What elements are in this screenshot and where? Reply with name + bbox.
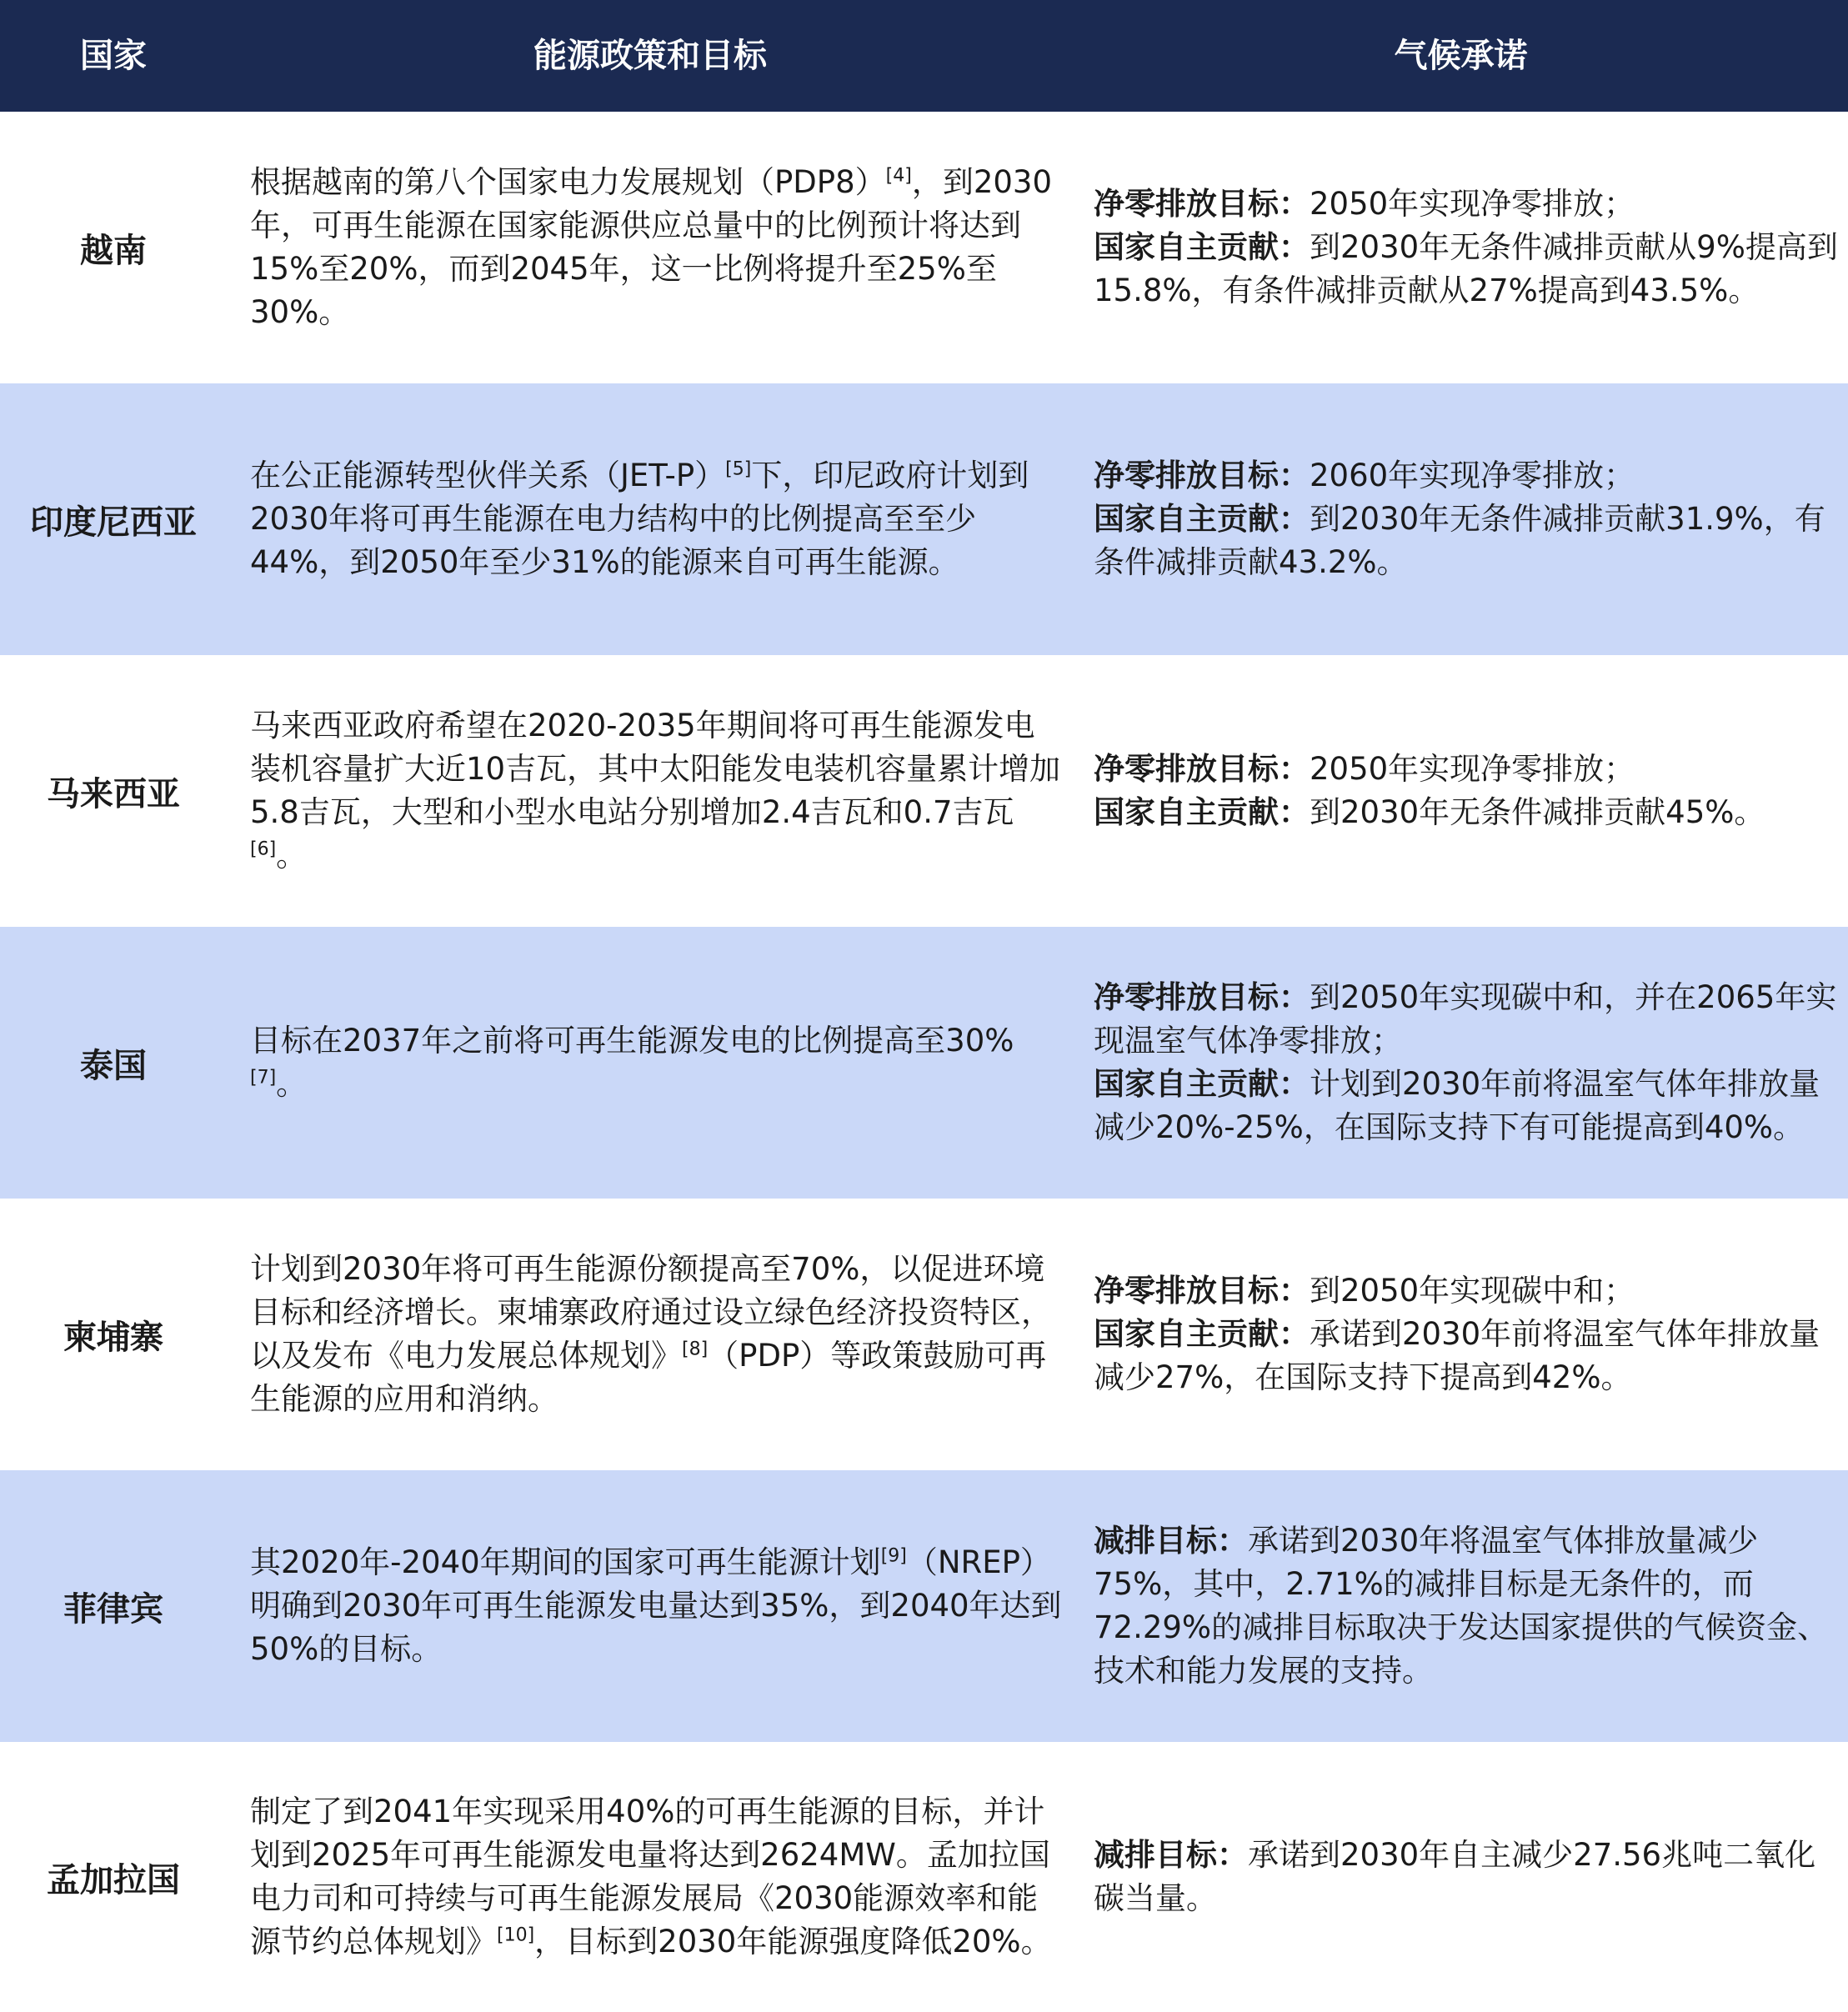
climate-cell (1074, 1470, 1848, 1742)
country-cell: 马来西亚 (47, 774, 180, 813)
commitment-text: 2050年实现净零排放； (1310, 751, 1635, 787)
climate-cell (1074, 112, 1848, 383)
country-cell: 孟加拉国 (47, 1860, 180, 1899)
policy-text: ，到2030年，可再生能源在国家能源供应总量中的比例预计将达到15%至20%，而到2045年，这一比例将提升至25%至30%。 (250, 164, 1052, 330)
climate-cell (1074, 383, 1848, 655)
policy-text: 下，印尼政府计划到2030年将可再生能源在电力结构中的比例提高至至少44%，到2050年至少31%的能源来自可再生能源。 (250, 458, 1029, 580)
commitment-text: 到2050年实现碳中和，并在2065年实现温室气体净零排放； (1094, 979, 1837, 1059)
commitment-label: 减排目标： (1094, 1837, 1248, 1873)
table-row (0, 655, 1848, 927)
commitment-label: 国家自主贡献： (1094, 1066, 1310, 1102)
commitment-label: 净零排放目标： (1094, 458, 1310, 493)
commitment-label: 国家自主贡献： (1094, 501, 1310, 537)
commitment-label: 净零排放目标： (1094, 751, 1310, 787)
commitment-text: 2050年实现净零排放； (1310, 186, 1635, 222)
policy-cell (227, 112, 1074, 383)
table-header (0, 0, 1848, 112)
climate-cell (1074, 1742, 1848, 2012)
climate-cell (1074, 927, 1848, 1199)
reference-marker: [4] (885, 165, 912, 187)
country-cell: 泰国 (80, 1046, 147, 1085)
country-cell: 印度尼西亚 (30, 503, 197, 542)
climate-cell (1074, 1199, 1848, 1470)
policy-cell (227, 927, 1074, 1199)
commitment-text: 2060年实现净零排放； (1310, 458, 1635, 493)
commitment-text: 计划到2030年前将温室气体年排放量减少20%-25%，在国际支持下有可能提高到40%。 (1094, 1066, 1820, 1145)
commitment-text: 承诺到2030年前将温室气体年排放量减少27%，在国际支持下提高到42%。 (1094, 1316, 1820, 1395)
policy-text: 其2020年-2040年期间的国家可再生能源计划 (250, 1544, 881, 1580)
policy-text: （NREP）明确到2030年可再生能源发电量达到35%，到2040年达到50%的目标。 (250, 1544, 1062, 1667)
table-row (0, 1470, 1848, 1742)
header-climate: 气候承诺 (1394, 37, 1528, 75)
commitment-text: 到2050年实现碳中和； (1310, 1273, 1635, 1309)
country-cell: 越南 (80, 231, 147, 270)
commitment-text: 承诺到2030年将温室气体排放量减少75%，其中，2.71%的减排目标是无条件的，而72.29%的减排目标取决于发达国家提供的气候资金、技术和能力发展的支持。 (1094, 1523, 1829, 1689)
reference-marker: [7] (250, 1067, 277, 1089)
commitment-label: 减排目标： (1094, 1523, 1248, 1559)
policy-cell (227, 1199, 1074, 1470)
reference-marker: [6] (250, 838, 277, 860)
policy-text: 马来西亚政府希望在2020-2035年期间将可再生能源发电装机容量扩大近10吉瓦，其中太阳能发电装机容量累计增加5.8吉瓦，大型和小型水电站分别增加2.4吉瓦和0.7吉瓦 (250, 708, 1061, 830)
policy-cell (227, 1742, 1074, 2012)
commitment-text: 到2030年无条件减排贡献从9%提高到15.8%，有条件减排贡献从27%提高到43.5%。 (1094, 229, 1838, 308)
policy-text: 制定了到2041年实现采用40%的可再生能源的目标，并计划到2025年可再生能源发电量将达到2624MW。孟加拉国电力司和可持续与可再生能源发展局《2030能源效率和能源节约总体规划》 (250, 1794, 1050, 1959)
climate-cell (1074, 655, 1848, 927)
reference-marker: [5] (725, 458, 752, 480)
commitment-label: 净零排放目标： (1094, 1273, 1310, 1309)
policy-text: 在公正能源转型伙伴关系（JET-P） (250, 458, 726, 493)
policy-cell (227, 1470, 1074, 1742)
commitment-label: 国家自主贡献： (1094, 229, 1310, 265)
policy-text: （PDP）等政策鼓励可再生能源的应用和消纳。 (250, 1338, 1047, 1417)
policy-text: 根据越南的第八个国家电力发展规划（PDP8） (250, 164, 886, 200)
policy-text: ，目标到2030年能源强度降低20%。 (534, 1924, 1052, 1959)
commitment-label: 国家自主贡献： (1094, 794, 1310, 830)
policy-text: 目标在2037年之前将可再生能源发电的比例提高至30% (250, 1023, 1014, 1059)
header-country: 国家 (80, 37, 147, 75)
commitment-text: 到2030年无条件减排贡献31.9%，有条件减排贡献43.2%。 (1094, 501, 1825, 580)
header-policy: 能源政策和目标 (533, 37, 767, 75)
commitment-text: 承诺到2030年自主减少27.56兆吨二氧化碳当量。 (1094, 1837, 1816, 1916)
commitment-label: 净零排放目标： (1094, 186, 1310, 222)
table-row (0, 1199, 1848, 1470)
policy-cell (227, 383, 1074, 655)
reference-marker: [10] (497, 1924, 535, 1946)
table-row (0, 1742, 1848, 2012)
commitment-label: 净零排放目标： (1094, 979, 1310, 1015)
policy-text: 。 (276, 1066, 308, 1102)
reference-marker: [9] (880, 1545, 907, 1567)
reference-marker: [8] (682, 1339, 709, 1360)
policy-cell (227, 655, 1074, 927)
country-cell: 柬埔寨 (63, 1318, 163, 1357)
policy-text: 计划到2030年将可再生能源份额提高至70%，以促进环境目标和经济增长。柬埔寨政府通过设立绿色经济投资特区，以及发布《电力发展总体规划》 (250, 1251, 1052, 1374)
country-cell: 菲律宾 (63, 1589, 163, 1629)
table-row (0, 927, 1848, 1199)
table-row (0, 383, 1848, 655)
table-row (0, 112, 1848, 383)
policy-text: 。 (276, 838, 308, 873)
commitment-text: 到2030年无条件减排贡献45%。 (1310, 794, 1765, 830)
commitment-label: 国家自主贡献： (1094, 1316, 1310, 1352)
